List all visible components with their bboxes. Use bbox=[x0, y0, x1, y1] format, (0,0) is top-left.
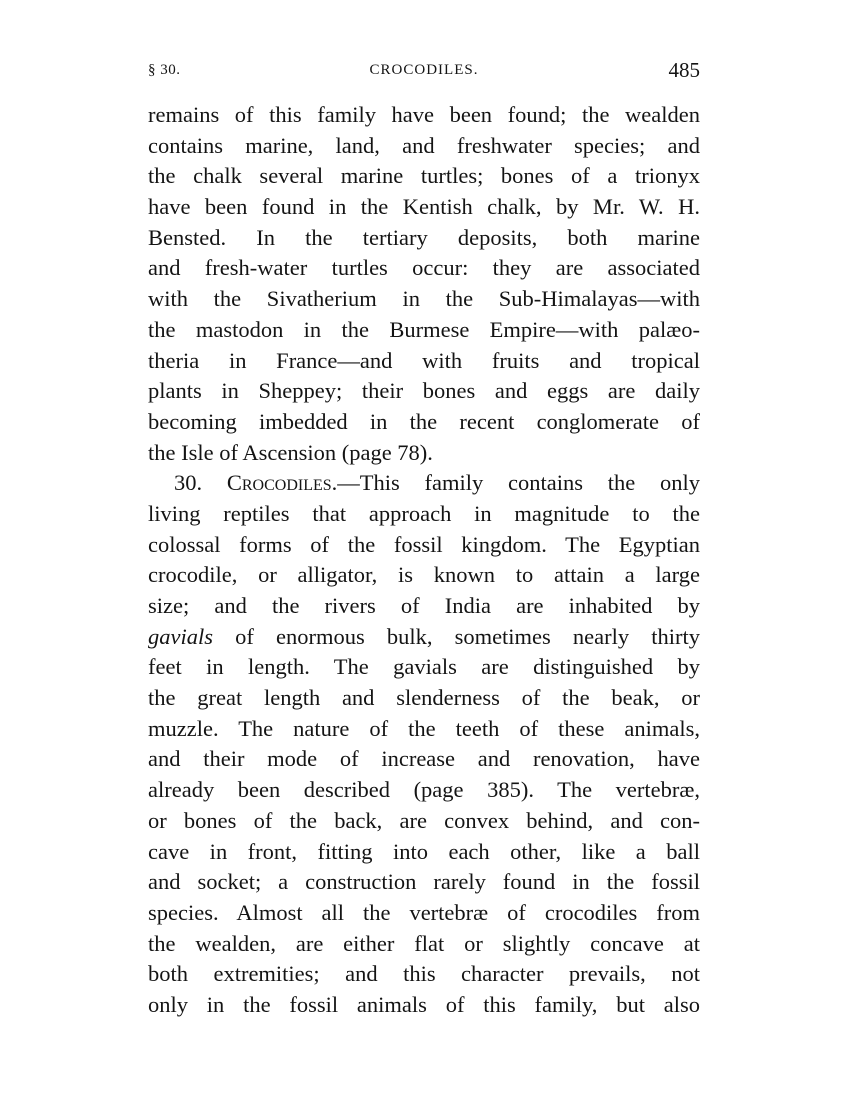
text-line: theria in France—and with fruits and tropical bbox=[148, 347, 700, 373]
section-30-number: 30. bbox=[174, 470, 203, 496]
text-line: and fresh-water turtles occur: they are associated bbox=[148, 255, 700, 281]
text-line: remains of this family have been found; the wealden bbox=[148, 102, 700, 127]
text-line: and their mode of increase and renovation, have bbox=[148, 746, 700, 772]
text-line: or bones of the back, are convex behind, and con- bbox=[148, 807, 700, 833]
text-line: the chalk several marine turtles; bones of a trionyx bbox=[148, 163, 700, 189]
section-heading-crocodiles: Crocodiles. bbox=[226, 470, 338, 496]
text-line: and socket; a construction rarely found in the fossil bbox=[148, 869, 700, 895]
text-line: the great length and slenderness of the beak, or bbox=[148, 685, 700, 711]
text-line: only in the fossil animals of this family, but also bbox=[148, 991, 700, 1017]
text-line: cave in front, fitting into each other, like a ball bbox=[148, 838, 700, 864]
section-number: § 30. bbox=[148, 62, 181, 78]
body-text bbox=[148, 100, 700, 1021]
text-line: species. Almost all the vertebræ of crocodiles from bbox=[148, 899, 700, 925]
text-line: size; and the rivers of India are inhabited by bbox=[148, 593, 700, 618]
text-line: living reptiles that approach in magnitude to the bbox=[148, 500, 700, 526]
section-opening-line bbox=[148, 468, 700, 499]
text-line: already been described (page 385). The vertebræ, bbox=[148, 777, 700, 803]
text-line: crocodile, or alligator, is known to attain a large bbox=[148, 562, 700, 588]
text-line: muzzle. The nature of the teeth of these animals, bbox=[148, 715, 700, 741]
text-line: plants in Sheppey; their bones and eggs are daily bbox=[148, 378, 700, 404]
page-number: 485 bbox=[668, 58, 700, 82]
text-line: both extremities; and this character prevails, not bbox=[148, 961, 700, 987]
italic-term-gavials: gavials bbox=[148, 623, 213, 649]
text-line: feet in length. The gavials are distinguished by bbox=[148, 654, 700, 680]
running-header bbox=[148, 58, 700, 88]
text-line: colossal forms of the fossil kingdom. The Egyptian bbox=[148, 531, 700, 557]
running-title: CROCODILES. bbox=[369, 62, 479, 78]
text-line: contains marine, land, and freshwater species; and bbox=[148, 132, 700, 158]
text-line-rest: of enormous bulk, sometimes nearly thirty bbox=[213, 623, 700, 649]
text-line: have been found in the Kentish chalk, by Mr. W. H. bbox=[148, 194, 700, 220]
text-line: Bensted. In the tertiary deposits, both marine bbox=[148, 224, 700, 250]
text-line bbox=[148, 622, 700, 653]
section-opening-text: —This family contains the only bbox=[337, 470, 700, 496]
paragraph-end-line: the Isle of Ascension (page 78). bbox=[148, 439, 433, 465]
text-line: becoming imbedded in the recent conglomerate of bbox=[148, 408, 700, 434]
text-line: the wealden, are either flat or slightly concave at bbox=[148, 930, 700, 956]
text-line: with the Sivatherium in the Sub-Himalayas—with bbox=[148, 286, 700, 312]
text-line: the mastodon in the Burmese Empire—with palæo- bbox=[148, 316, 700, 342]
